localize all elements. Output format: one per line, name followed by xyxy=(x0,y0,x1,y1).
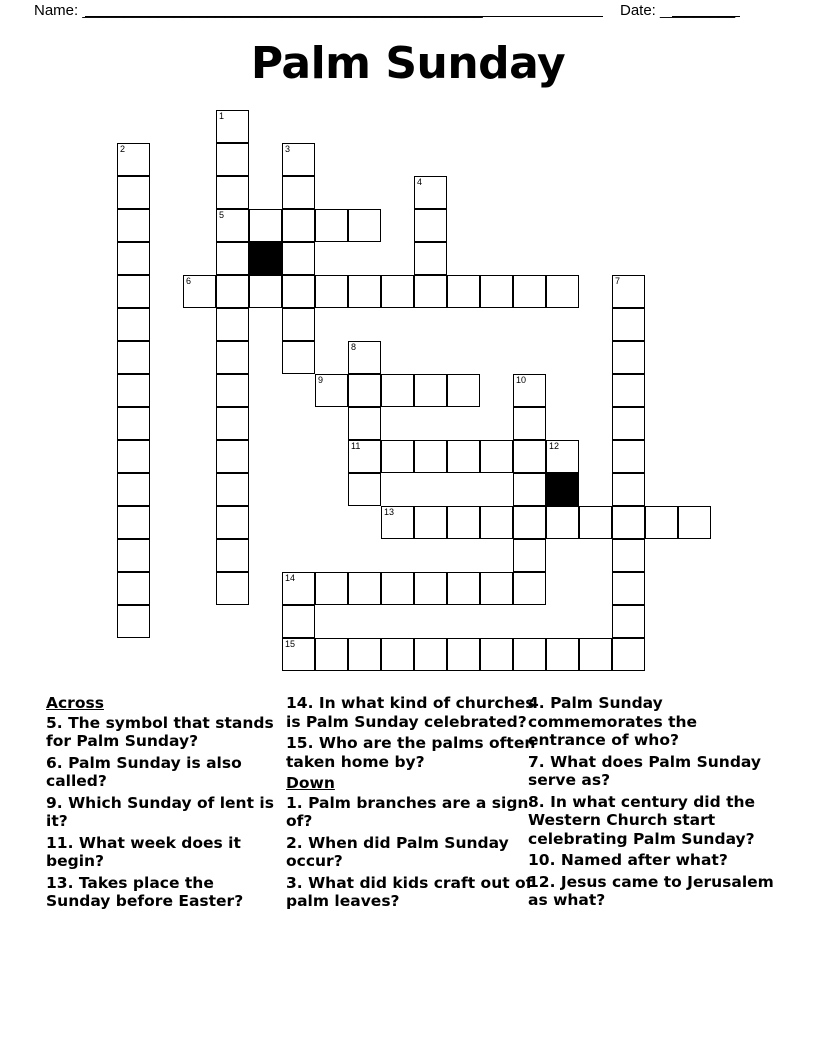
grid-cell[interactable] xyxy=(612,506,645,539)
clue-item: 13. Takes place the Sunday before Easter? xyxy=(46,873,244,910)
clue-column-3 xyxy=(528,694,776,913)
clue-item: 7. What does Palm Sunday serve as? xyxy=(528,752,762,789)
grid-cell[interactable] xyxy=(117,473,150,506)
clue-list xyxy=(46,694,776,974)
grid-cell[interactable] xyxy=(480,638,513,671)
grid-cell[interactable] xyxy=(216,374,249,407)
grid-cell[interactable] xyxy=(183,275,216,308)
grid-cell-number: 15 xyxy=(285,639,296,649)
grid-cell[interactable] xyxy=(216,176,249,209)
grid-cell-number: 2 xyxy=(120,144,126,154)
grid-cell[interactable] xyxy=(513,374,546,407)
grid-cell[interactable] xyxy=(612,473,645,506)
grid-cell[interactable] xyxy=(348,473,381,506)
grid-cell[interactable] xyxy=(645,506,678,539)
across-clues-part2 xyxy=(286,694,541,771)
grid-cell[interactable] xyxy=(513,506,546,539)
grid-cell[interactable] xyxy=(381,374,414,407)
grid-cell[interactable] xyxy=(117,605,150,638)
clue-column-2 xyxy=(286,694,541,914)
grid-cell[interactable] xyxy=(216,143,249,176)
grid-cell[interactable] xyxy=(447,440,480,473)
grid-cell-number: 8 xyxy=(351,342,357,352)
grid-cell[interactable] xyxy=(282,176,315,209)
grid-cell[interactable] xyxy=(612,638,645,671)
grid-cell[interactable] xyxy=(414,176,447,209)
grid-cell[interactable] xyxy=(480,506,513,539)
grid-cell[interactable] xyxy=(282,605,315,638)
grid-cell[interactable] xyxy=(216,110,249,143)
clue-item: 10. Named after what? xyxy=(528,851,728,869)
name-write-line xyxy=(85,16,603,17)
grid-cell[interactable] xyxy=(282,638,315,671)
grid-cell[interactable] xyxy=(348,440,381,473)
grid-cell[interactable] xyxy=(216,308,249,341)
grid-cell[interactable] xyxy=(117,539,150,572)
grid-cell[interactable] xyxy=(117,176,150,209)
grid-cell[interactable] xyxy=(447,638,480,671)
clue-item: 5. The symbol that stands for Palm Sunday? xyxy=(46,713,274,750)
grid-cell[interactable] xyxy=(480,440,513,473)
grid-cell[interactable] xyxy=(315,275,348,308)
grid-cell[interactable] xyxy=(414,275,447,308)
grid-cell[interactable] xyxy=(414,506,447,539)
grid-cell[interactable] xyxy=(117,242,150,275)
grid-cell[interactable] xyxy=(282,275,315,308)
grid-cell[interactable] xyxy=(579,638,612,671)
grid-cell[interactable] xyxy=(348,638,381,671)
grid-cell[interactable] xyxy=(612,440,645,473)
clue-item: 6. Palm Sunday is also called? xyxy=(46,753,242,790)
grid-cell[interactable] xyxy=(546,506,579,539)
grid-cell[interactable] xyxy=(117,275,150,308)
grid-cell[interactable] xyxy=(414,242,447,275)
grid-cell[interactable] xyxy=(117,209,150,242)
across-heading: Across xyxy=(46,694,104,712)
clue-item: 8. In what century did the Western Church start celebrating Palm Sunday? xyxy=(528,792,756,848)
grid-cell[interactable] xyxy=(546,440,579,473)
grid-cell[interactable] xyxy=(513,275,546,308)
grid-cell[interactable] xyxy=(513,638,546,671)
grid-cell[interactable] xyxy=(381,572,414,605)
grid-cell[interactable] xyxy=(117,308,150,341)
grid-cell[interactable] xyxy=(447,572,480,605)
grid-cell-blocked xyxy=(546,473,579,506)
grid-cell[interactable] xyxy=(414,374,447,407)
grid-cell-number: 12 xyxy=(549,441,560,451)
crossword-grid[interactable] xyxy=(0,105,816,675)
grid-cell[interactable] xyxy=(480,275,513,308)
grid-cell[interactable] xyxy=(513,407,546,440)
grid-cell[interactable] xyxy=(579,506,612,539)
grid-cell[interactable] xyxy=(414,572,447,605)
grid-cell[interactable] xyxy=(216,407,249,440)
grid-cell[interactable] xyxy=(315,572,348,605)
grid-cell[interactable] xyxy=(216,242,249,275)
across-clues-part1 xyxy=(46,714,278,911)
grid-cell[interactable] xyxy=(381,506,414,539)
grid-cell[interactable] xyxy=(249,275,282,308)
clue-item: 9. Which Sunday of lent is it? xyxy=(46,793,274,830)
down-heading: Down xyxy=(286,774,335,792)
grid-cell-blocked xyxy=(249,242,282,275)
clue-item: 2. When did Palm Sunday occur? xyxy=(286,833,509,870)
grid-cell-number: 9 xyxy=(318,375,324,385)
grid-cell[interactable] xyxy=(348,407,381,440)
grid-cell[interactable] xyxy=(216,506,249,539)
clue-item: 15. Who are the palms often taken home by? xyxy=(286,734,536,771)
grid-cell[interactable] xyxy=(117,407,150,440)
down-clues-part2 xyxy=(528,694,776,910)
grid-cell[interactable] xyxy=(612,572,645,605)
grid-cell[interactable] xyxy=(216,473,249,506)
grid-cell[interactable] xyxy=(117,143,150,176)
grid-cell[interactable] xyxy=(282,209,315,242)
grid-cell[interactable] xyxy=(513,539,546,572)
grid-cell-number: 14 xyxy=(285,573,296,583)
grid-cell[interactable] xyxy=(414,440,447,473)
grid-cell[interactable] xyxy=(447,374,480,407)
clue-item: 14. In what kind of churches is Palm Sunday celebrated? xyxy=(286,694,535,731)
grid-cell[interactable] xyxy=(117,506,150,539)
grid-cell[interactable] xyxy=(513,473,546,506)
grid-cell[interactable] xyxy=(513,572,546,605)
clue-column-1 xyxy=(46,694,278,914)
grid-cell-number: 13 xyxy=(384,507,395,517)
date-label: Date: _________ xyxy=(620,2,736,19)
grid-cell[interactable] xyxy=(348,341,381,374)
grid-cell-number: 1 xyxy=(219,111,225,121)
grid-cell[interactable] xyxy=(678,506,711,539)
grid-cell-number: 4 xyxy=(417,177,423,187)
grid-cell-number: 6 xyxy=(186,276,192,286)
grid-cell[interactable] xyxy=(216,572,249,605)
grid-cell[interactable] xyxy=(249,209,282,242)
grid-cell[interactable] xyxy=(381,275,414,308)
grid-cell[interactable] xyxy=(117,341,150,374)
clue-item: 3. What did kids craft out of palm leaves? xyxy=(286,873,533,910)
grid-cell[interactable] xyxy=(612,539,645,572)
clue-item: 11. What week does it begin? xyxy=(46,833,241,870)
grid-cell[interactable] xyxy=(348,374,381,407)
clue-item: 12. Jesus came to Jerusalem as what? xyxy=(528,872,774,909)
grid-cell[interactable] xyxy=(612,605,645,638)
grid-cell-number: 10 xyxy=(516,375,527,385)
grid-cell[interactable] xyxy=(546,275,579,308)
grid-cell[interactable] xyxy=(381,440,414,473)
grid-cell[interactable] xyxy=(282,143,315,176)
grid-cell[interactable] xyxy=(612,407,645,440)
grid-cell-number: 5 xyxy=(219,210,225,220)
grid-cell[interactable] xyxy=(216,440,249,473)
grid-cell-number: 3 xyxy=(285,144,291,154)
grid-cell[interactable] xyxy=(546,638,579,671)
grid-cell[interactable] xyxy=(282,308,315,341)
grid-cell[interactable] xyxy=(348,572,381,605)
grid-cell[interactable] xyxy=(216,341,249,374)
down-clues-part1 xyxy=(286,794,541,911)
grid-cell[interactable] xyxy=(480,572,513,605)
date-write-line xyxy=(672,16,740,17)
grid-cell[interactable] xyxy=(447,506,480,539)
grid-cell[interactable] xyxy=(216,275,249,308)
grid-cell[interactable] xyxy=(117,440,150,473)
clue-item: 1. Palm branches are a sign of? xyxy=(286,793,529,830)
grid-cell[interactable] xyxy=(447,275,480,308)
page-title: Palm Sunday xyxy=(250,38,566,89)
grid-cell[interactable] xyxy=(612,341,645,374)
grid-cell[interactable] xyxy=(216,209,249,242)
grid-cell[interactable] xyxy=(381,638,414,671)
grid-cell[interactable] xyxy=(513,440,546,473)
grid-cell[interactable] xyxy=(282,572,315,605)
grid-cell[interactable] xyxy=(117,572,150,605)
grid-cell-number: 11 xyxy=(351,441,361,451)
name-label: Name: ________________________________________________ xyxy=(34,2,483,19)
grid-cell[interactable] xyxy=(216,539,249,572)
clue-item: 4. Palm Sunday commemorates the entrance of who? xyxy=(528,694,698,749)
grid-cell-number: 7 xyxy=(615,276,621,286)
grid-cell[interactable] xyxy=(612,275,645,308)
grid-cell[interactable] xyxy=(282,242,315,275)
grid-cell[interactable] xyxy=(117,374,150,407)
grid-cell[interactable] xyxy=(348,275,381,308)
grid-cell[interactable] xyxy=(414,638,447,671)
grid-cell[interactable] xyxy=(348,209,381,242)
grid-cell[interactable] xyxy=(282,341,315,374)
worksheet-header xyxy=(0,0,816,26)
grid-cell[interactable] xyxy=(315,374,348,407)
grid-cell[interactable] xyxy=(315,209,348,242)
grid-cell[interactable] xyxy=(612,308,645,341)
grid-cell[interactable] xyxy=(315,638,348,671)
grid-cell[interactable] xyxy=(612,374,645,407)
grid-cell[interactable] xyxy=(414,209,447,242)
